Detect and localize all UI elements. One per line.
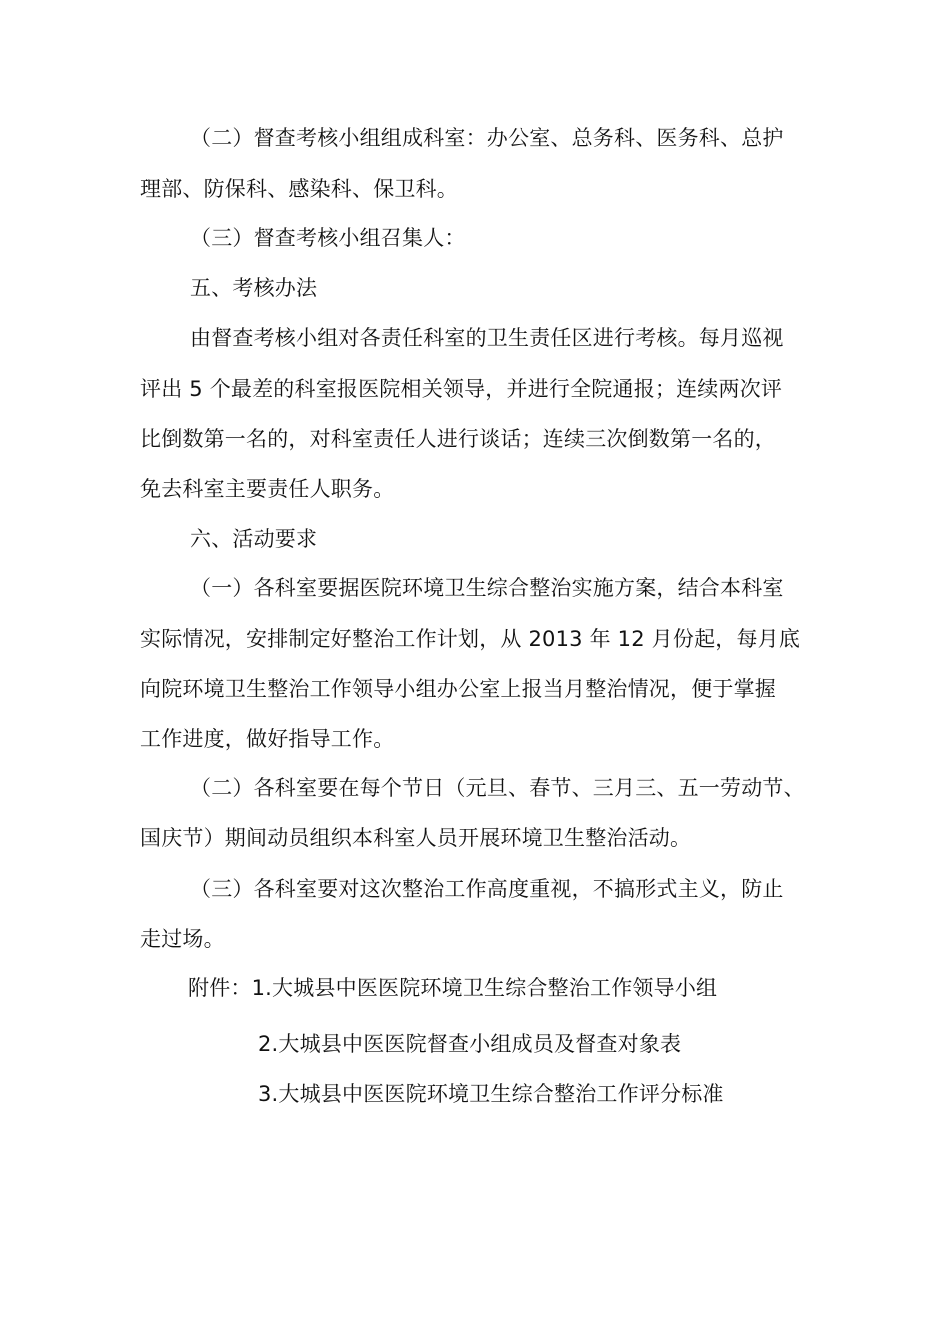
section-heading-requirements: 六、活动要求 [190,527,318,551]
paragraph-line-5: 由督查考核小组对各责任科室的卫生责任区进行考核。每月巡视 [190,326,784,350]
attachment-line-2: 2.大城县中医医院督查小组成员及督查对象表 [258,1032,682,1056]
paragraph-line-14: （二）各科室要在每个节日（元旦、春节、三月三、五一劳动节、 [190,776,805,800]
paragraph-line-7: 比倒数第一名的，对科室责任人进行谈话；连续三次倒数第一名的， [140,427,776,451]
paragraph-line-2: 理部、防保科、感染科、保卫科。 [140,177,458,201]
section-heading-assessment: 五、考核办法 [190,276,318,300]
paragraph-line-8: 免去科室主要责任人职务。 [140,477,395,501]
attachment-line-3: 3.大城县中医医院环境卫生综合整治工作评分标准 [258,1082,724,1106]
paragraph-line-3: （三）督查考核小组召集人： [190,226,466,250]
attachment-line-1: 附件：1.大城县中医医院环境卫生综合整治工作领导小组 [188,976,718,1000]
paragraph-line-11: 实际情况，安排制定好整治工作计划，从 2013 年 12 月份起，每月底 [140,627,801,651]
paragraph-line-12: 向院环境卫生整治工作领导小组办公室上报当月整治情况，便于掌握 [140,677,776,701]
paragraph-line-15: 国庆节）期间动员组织本科室人员开展环境卫生整治活动。 [140,826,692,850]
paragraph-line-6: 评出 5 个最差的科室报医院相关领导，并进行全院通报；连续两次评 [140,377,783,401]
paragraph-line-1: （二）督查考核小组组成科室：办公室、总务科、医务科、总护 [190,126,784,150]
paragraph-line-10: （一）各科室要据医院环境卫生综合整治实施方案，结合本科室 [190,576,784,600]
paragraph-line-16: （三）各科室要对这次整治工作高度重视，不搞形式主义，防止 [190,877,784,901]
paragraph-line-17: 走过场。 [140,927,225,951]
paragraph-line-13: 工作进度，做好指导工作。 [140,727,395,751]
